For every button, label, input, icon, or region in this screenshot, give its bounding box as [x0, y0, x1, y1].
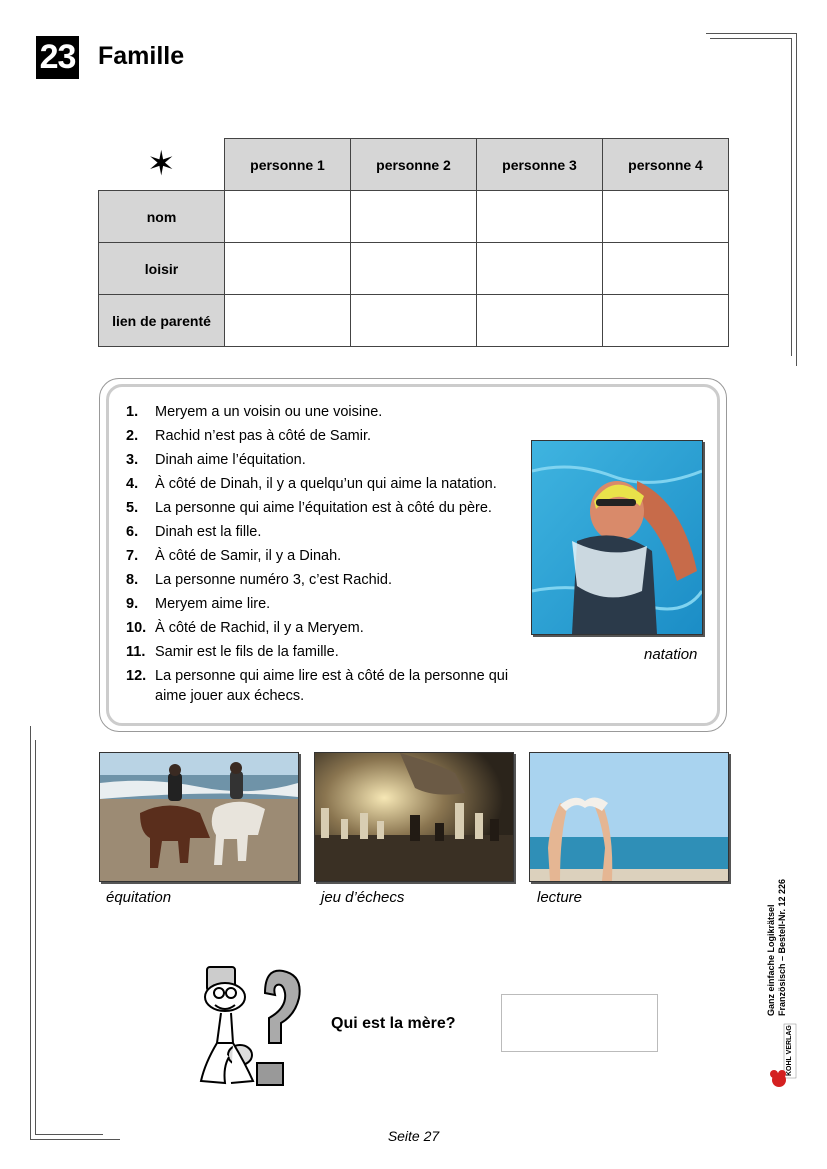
- grid-cell[interactable]: [477, 191, 603, 243]
- swimming-photo: [531, 440, 703, 635]
- grid-cell[interactable]: [225, 243, 351, 295]
- clue-item: [126, 616, 535, 640]
- chess-photo: [314, 752, 514, 882]
- clue-number: 11.: [126, 644, 146, 660]
- clue-text: La personne qui aime l’équitation est à côté du père.: [155, 500, 492, 516]
- caption-echecs: jeu d’échecs: [321, 889, 405, 906]
- caption-natation: natation: [644, 646, 698, 663]
- clue-item: [126, 472, 535, 496]
- clue-item: [126, 448, 535, 472]
- clue-text: La personne numéro 3, c’est Rachid.: [155, 572, 392, 588]
- clue-number: 12.: [126, 668, 147, 684]
- grid-cell[interactable]: [351, 243, 477, 295]
- clue-text: Dinah aime l’équitation.: [155, 452, 306, 468]
- clue-number: 6.: [126, 524, 139, 540]
- publisher-logo: [768, 1022, 798, 1092]
- column-header: personne 1: [225, 139, 351, 191]
- thinking-mascot-icon: [195, 963, 305, 1089]
- row-header: nom: [99, 191, 225, 243]
- row-header: lien de parenté: [99, 295, 225, 347]
- clue-number: 4.: [126, 476, 139, 492]
- question-text: Qui est la mère?: [331, 1015, 456, 1032]
- order-number: Französisch – Bestell-Nr. 12 226: [777, 878, 787, 1016]
- grid-row-nom: [99, 191, 729, 243]
- clue-text: À côté de Rachid, il y a Meryem.: [155, 620, 364, 636]
- clue-number: 10.: [126, 620, 147, 636]
- clue-item: [126, 568, 535, 592]
- publisher-name: KOHL VERLAG: [786, 1025, 793, 1076]
- caption-equitation: équitation: [106, 889, 172, 906]
- book-title: Ganz einfache Logikrätsel: [766, 904, 776, 1016]
- clue-text: Dinah est la fille.: [155, 524, 262, 540]
- clue-item: [126, 544, 535, 568]
- grid-row-lien: [99, 295, 729, 347]
- horse-riding-photo: [99, 752, 299, 882]
- column-header: personne 4: [603, 139, 729, 191]
- grid-cell[interactable]: [225, 191, 351, 243]
- order-info: [766, 879, 788, 1016]
- logic-grid: [98, 138, 729, 347]
- column-header: personne 3: [477, 139, 603, 191]
- page-number: Seite 27: [387, 1128, 440, 1144]
- clue-number: 2.: [126, 428, 139, 444]
- grid-cell[interactable]: [477, 295, 603, 347]
- clue-item: [126, 400, 535, 424]
- clue-text: La personne qui aime lire est à côté de la personne qui aime jouer aux échecs.: [155, 668, 509, 704]
- grid-cell[interactable]: [603, 191, 729, 243]
- star-icon: ✶: [99, 139, 225, 191]
- reading-photo: [529, 752, 729, 882]
- puzzle-number: 23: [36, 36, 79, 79]
- clue-number: 1.: [126, 404, 139, 420]
- answer-box[interactable]: [501, 994, 658, 1052]
- column-header: personne 2: [351, 139, 477, 191]
- publisher-sidebar: [764, 850, 814, 1020]
- caption-lecture: lecture: [537, 889, 583, 906]
- grid-cell[interactable]: [351, 191, 477, 243]
- grid-cell[interactable]: [225, 295, 351, 347]
- clue-text: Meryem aime lire.: [155, 596, 271, 612]
- clue-number: 7.: [126, 548, 139, 564]
- grid-cell[interactable]: [477, 243, 603, 295]
- clue-text: Samir est le fils de la famille.: [155, 644, 339, 660]
- clue-text: À côté de Dinah, il y a quelqu’un qui aime la natation.: [155, 476, 497, 492]
- page-title: Famille: [98, 42, 185, 70]
- clue-number: 5.: [126, 500, 139, 516]
- clue-item: [126, 640, 535, 664]
- clue-text: Rachid n’est pas à côté de Samir.: [155, 428, 372, 444]
- clue-list: [126, 400, 535, 706]
- grid-cell[interactable]: [351, 295, 477, 347]
- clue-number: 9.: [126, 596, 139, 612]
- clue-text: À côté de Samir, il y a Dinah.: [155, 548, 342, 564]
- clue-item: [126, 424, 535, 448]
- clue-item: [126, 520, 535, 544]
- row-header: loisir: [99, 243, 225, 295]
- grid-header-row: [99, 139, 729, 191]
- grid-cell[interactable]: [603, 295, 729, 347]
- clue-number: 3.: [126, 452, 139, 468]
- grid-cell[interactable]: [603, 243, 729, 295]
- clue-item: [126, 592, 535, 616]
- clue-text: Meryem a un voisin ou une voisine.: [155, 404, 383, 420]
- grid-row-loisir: [99, 243, 729, 295]
- clue-number: 8.: [126, 572, 139, 588]
- clue-item: [126, 496, 535, 520]
- clue-item: [126, 666, 535, 706]
